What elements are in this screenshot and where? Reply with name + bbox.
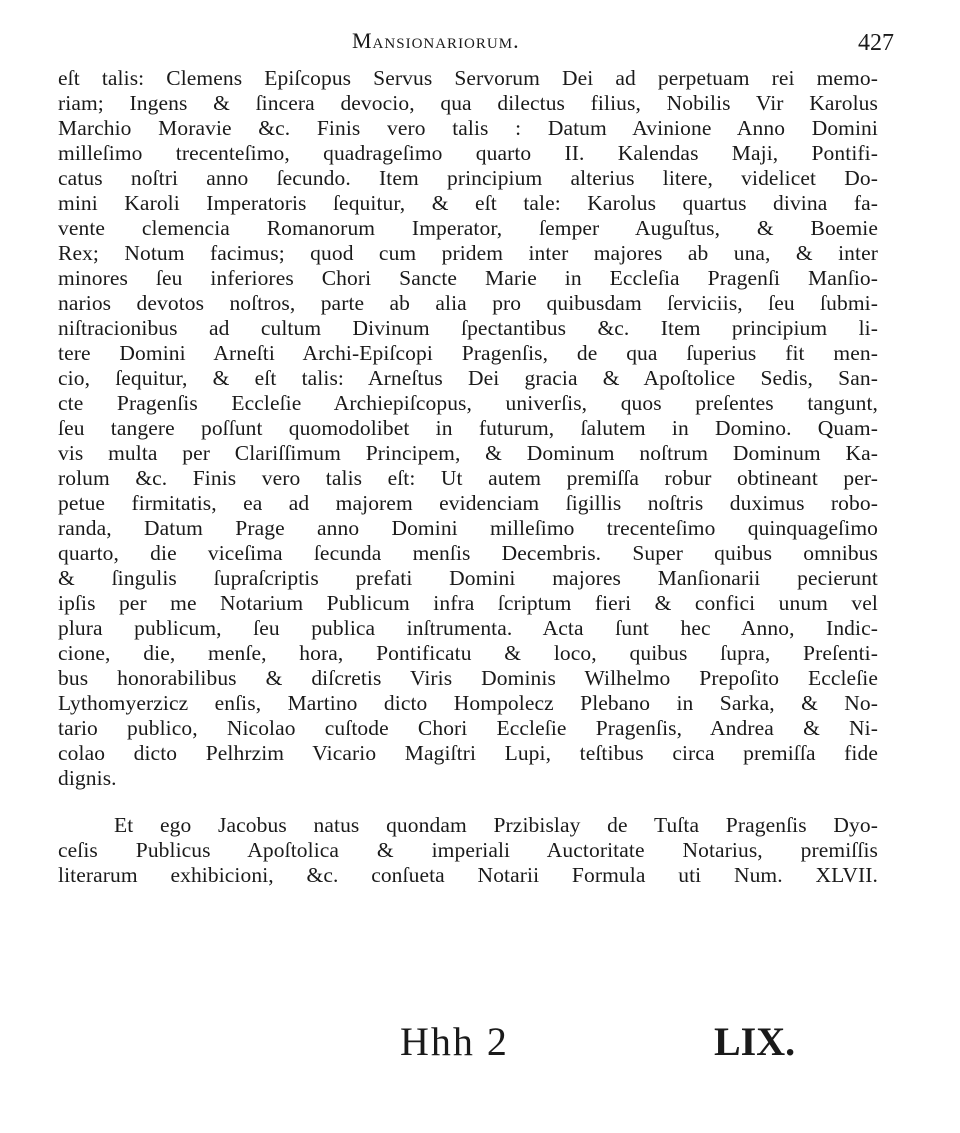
text-line: cte Pragenſis Eccleſie Archiepiſcopus, univerſis, quos preſentes tangunt, [58, 391, 878, 415]
paragraph-gap [58, 791, 878, 813]
text-line: vente clemencia Romanorum Imperator, ſemper Auguſtus, & Boemie [58, 216, 878, 240]
paragraph-2 [58, 813, 878, 888]
text-line: randa, Datum Prage anno Domini milleſimo trecenteſimo quinquageſimo [58, 516, 878, 540]
text-line: bus honorabilibus & diſcretis Viris Dominis Wilhelmo Prepoſito Eccleſie [58, 666, 878, 690]
text-line: Rex; Notum facimus; quod cum pridem inter majores ab una, & inter [58, 241, 878, 265]
text-line: ipſis per me Notarium Publicum infra ſcriptum fieri & confici unum vel [58, 591, 878, 615]
text-line: narios devotos noſtros, parte ab alia pro quibusdam ſerviciis, ſeu ſubmi- [58, 291, 878, 315]
text-line: Lythomyerzicz enſis, Martino dicto Hompolecz Plebano in Sarka, & No- [58, 691, 878, 715]
text-line: literarum exhibicioni, &c. conſueta Notarii Formula uti Num. XLVII. [58, 863, 878, 887]
text-line: vis multa per Clariſſimum Principem, & Dominum noſtrum Dominum Ka- [58, 441, 878, 465]
text-line: niſtracionibus ad cultum Divinum ſpectantibus &c. Item principium li- [58, 316, 878, 340]
text-line: minores ſeu inferiores Chori Sancte Marie in Eccleſia Pragenſi Manſio- [58, 266, 878, 290]
text-line: riam; Ingens & ſincera devocio, qua dilectus filius, Nobilis Vir Karolus [58, 91, 878, 115]
text-line: Marchio Moravie &c. Finis vero talis : Datum Avinione Anno Domini [58, 116, 878, 140]
paragraph-1 [58, 66, 878, 791]
text-line: plura publicum, ſeu publica inſtrumenta. Acta ſunt hec Anno, Indic- [58, 616, 878, 640]
text-line: tere Domini Arneſti Archi-Epiſcopi Pragenſis, de qua ſuperius fit men- [58, 341, 878, 365]
text-line: cione, die, menſe, hora, Pontificatu & loco, quibus ſupra, Preſenti- [58, 641, 878, 665]
text-line: colao dicto Pelhrzim Vicario Magiſtri Lupi, teſtibus circa premiſſa fide [58, 741, 878, 765]
text-line: Et ego Jacobus natus quondam Przibislay de Tuſta Pragenſis Dyo- [114, 813, 878, 837]
text-line: quarto, die viceſima ſecunda menſis Decembris. Super quibus omnibus [58, 541, 878, 565]
text-line: ſeu tangere poſſunt quomodolibet in futurum, ſalutem in Domino. Quam- [58, 416, 878, 440]
text-line: dignis. [58, 766, 117, 790]
text-line: cio, ſequitur, & eſt talis: Arneſtus Dei gracia & Apoſtolice Sedis, San- [58, 366, 878, 390]
text-line: catus noſtri anno ſecundo. Item principium alterius litere, videlicet Do- [58, 166, 878, 190]
running-head: Mansionariorum. [352, 28, 520, 53]
text-line: mini Karoli Imperatoris ſequitur, & eſt tale: Karolus quartus divina fa- [58, 191, 878, 215]
text-line: tario publico, Nicolao cuſtode Chori Eccleſie Pragenſis, Andrea & Ni- [58, 716, 878, 740]
body-text [58, 66, 878, 888]
page-number: 427 [858, 30, 894, 56]
text-line: rolum &c. Finis vero talis eſt: Ut autem premiſſa robur obtineant per- [58, 466, 878, 490]
text-line: eſt talis: Clemens Epiſcopus Servus Servorum Dei ad perpetuam rei memo- [58, 66, 878, 90]
text-line: & ſingulis ſupraſcriptis prefati Domini majores Manſionarii pecierunt [58, 566, 878, 590]
text-line: ceſis Publicus Apoſtolica & imperiali Auctoritate Notarius, premiſſis [58, 838, 878, 862]
signature-mark: Hhh 2 [400, 1019, 509, 1064]
text-line: petue firmitatis, ea ad majorem evidenciam ſigillis noſtris duximus robo- [58, 491, 878, 515]
text-line: milleſimo trecenteſimo, quadrageſimo quarto II. Kalendas Maji, Pontifi- [58, 141, 878, 165]
catchword: LIX. [714, 1019, 796, 1064]
